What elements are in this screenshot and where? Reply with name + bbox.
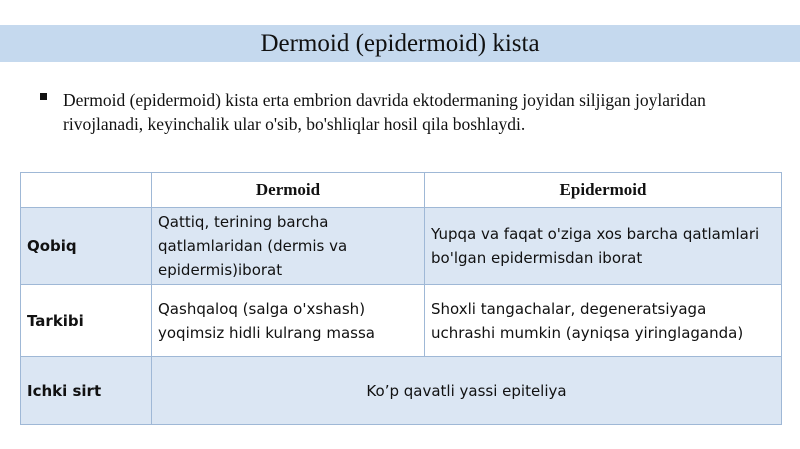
table-row <box>21 285 782 357</box>
comparison-table <box>20 172 782 425</box>
header-cell-epidermoid: Epidermoid <box>425 173 782 208</box>
header-cell-empty <box>21 173 152 208</box>
cell-merged: Ko’p qavatli yassi epiteliya <box>152 357 782 425</box>
table-row <box>21 357 782 425</box>
header-cell-dermoid: Dermoid <box>152 173 425 208</box>
cell-dermoid: Qashqaloq (salga o'xshash) yoqimsiz hidli kulrang massa <box>152 285 425 357</box>
slide-title: Dermoid (epidermoid) kista <box>260 30 540 57</box>
cell-epidermoid: Shoxli tangachalar, degeneratsiyaga uchrashi mumkin (ayniqsa yiringlaganda) <box>425 285 782 357</box>
row-label-qobiq: Qobiq <box>21 208 152 285</box>
table-row <box>21 208 782 285</box>
cell-dermoid: Qattiq, terining barcha qatlamlaridan (dermis va epidermis)iborat <box>152 208 425 285</box>
row-label-tarkibi: Tarkibi <box>21 285 152 357</box>
cell-epidermoid: Yupqa va faqat o'ziga xos barcha qatlamlari bo'lgan epidermisdan iborat <box>425 208 782 285</box>
row-label-ichki-sirt: Ichki sirt <box>21 357 152 425</box>
bullet-text: Dermoid (epidermoid) kista erta embrion davrida ektodermaning joyidan siljigan joylaridan rivojlanadi, keyinchalik ular o'sib, bo'shliqlar hosil qila boshlaydi. <box>63 90 706 134</box>
table-header-row <box>21 173 782 208</box>
square-bullet-icon <box>40 93 47 100</box>
